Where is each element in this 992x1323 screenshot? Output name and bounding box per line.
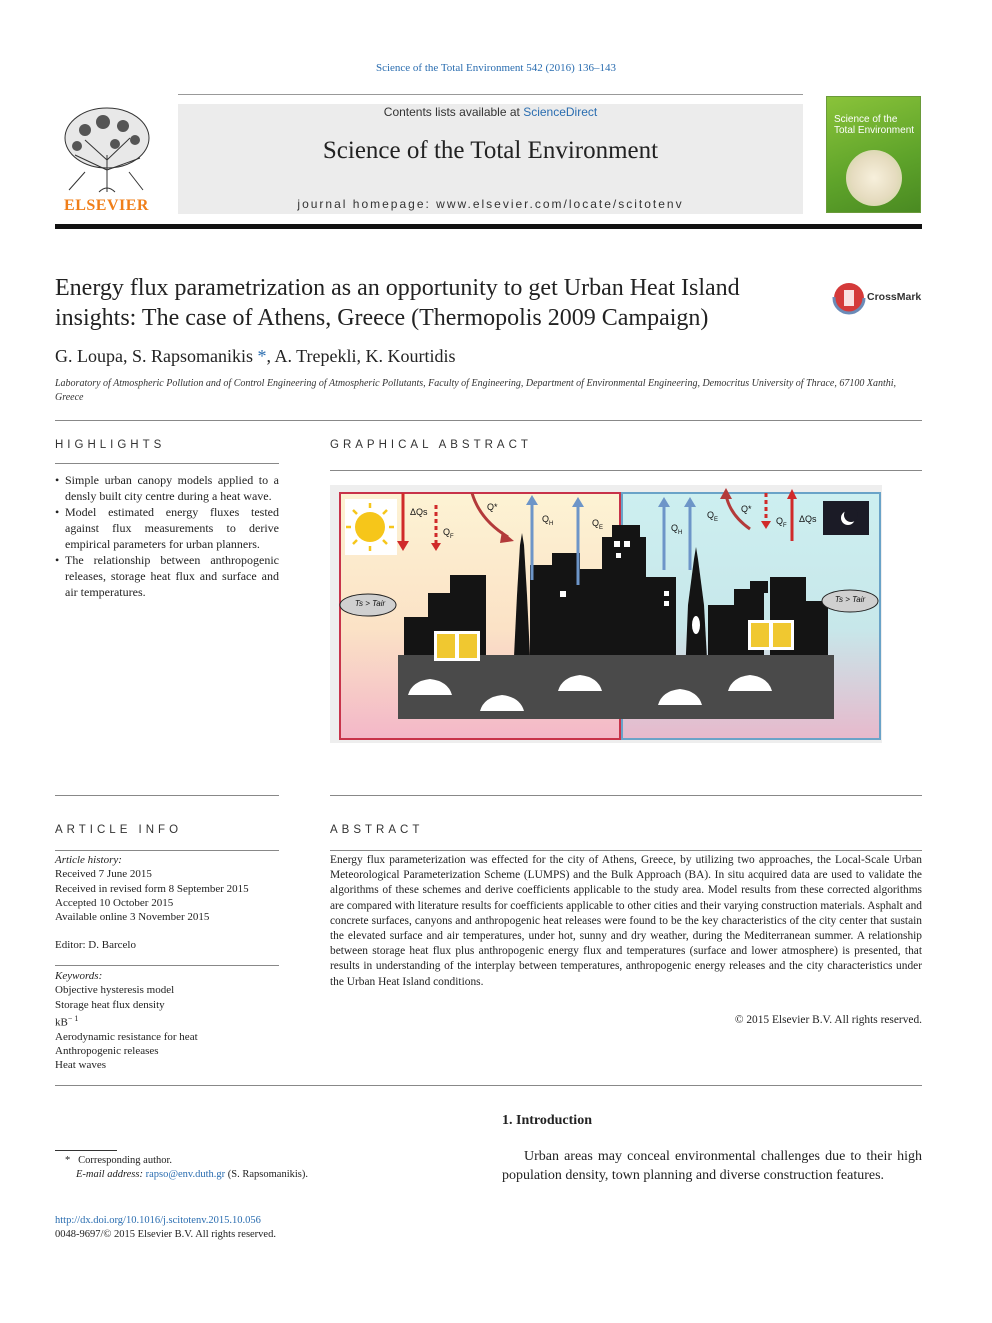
footnote-corresponding (55, 1154, 475, 1168)
ga-label-qe-sub: E (599, 524, 604, 531)
graphical-abstract-heading: GRAPHICAL ABSTRACT (330, 439, 532, 451)
keyword-item-kb (55, 1012, 279, 1030)
footnote-rule (55, 1150, 117, 1151)
ga-label-qf-night (776, 516, 787, 529)
ga-label-dqs-day: ΔQs (410, 507, 428, 517)
corresponding-label: Corresponding author. (78, 1155, 173, 1166)
abstract-text: Energy flux parameterization was effected for the city of Athens, Greece, by utilizing two approaches, the Local-Scale Urban Meteorological Parameterization Scheme (LUMPS) and the Bulk Approach (BA). In situ acquired data are used to validate the algorithms of these schemes and derive coefficients applicable to the study area. Model results from these corrected algorithms are compared with literature results for coefficients applicable to other cities and their varying construction materials. Asphalt and concrete surfaces, canyons and anthropogenic heat releases were found to be the key characteristics of the city center that sustain the elevated surface and air temperatures, under hot, sunny and dry weather, during the Mediterranean summer. A relationship between storage heat flux plus anthropogenic energy flux and temperatures (surface and lower atmosphere) is presented, that results in understanding of the interplay between temperatures, anthropogenic energy releases and the city characteristics under the Urban Heat Island conditions. (330, 854, 922, 988)
ga-label-qh: Q (542, 514, 550, 524)
sciencedirect-link[interactable]: ScienceDirect (523, 105, 598, 119)
affiliation: Laboratory of Atmospheric Pollution and of Control Engineering of Atmospheric Pollutants, Faculty of Engineering, Department of Environmental Engineering, Democritus University of Thrace, 67100 Xanthi, Greece (55, 378, 897, 403)
ga-label-qstar-night: Q* (741, 504, 752, 514)
ga-label-qe: Q (707, 510, 715, 520)
ga-label-qh-night (671, 523, 682, 536)
keywords-label: Keywords: (55, 970, 103, 982)
article-title: Energy flux parametrization as an opportunity to get Urban Heat Island insights: The case of Athens, Greece (Thermopolis 2009 Campaign) (55, 275, 740, 331)
abstract-heading: ABSTRACT (330, 824, 424, 836)
history-item: Received in revised form 8 September 2015 (55, 882, 249, 895)
keyword-item: Heat waves (55, 1059, 107, 1072)
history-item: Received 7 June 2015 (55, 868, 152, 881)
ga-bottom-rule (330, 795, 922, 796)
ga-label-qf: Q (776, 516, 784, 526)
article-info-heading: ARTICLE INFO (55, 824, 183, 836)
keyword-item: Storage heat flux density (55, 998, 165, 1011)
footnote-email (55, 1168, 475, 1182)
history-item: Available online 3 November 2015 (55, 911, 210, 924)
ga-label-qh-sub: H (678, 529, 683, 536)
abstract-bottom-rule (55, 1085, 922, 1086)
highlights-heading: HIGHLIGHTS (55, 439, 166, 451)
cover-flower-graphic (846, 150, 902, 206)
journal-title: Science of the Total Environment (322, 137, 659, 164)
footnote (55, 1154, 475, 1182)
author-list (55, 346, 456, 367)
keywords (55, 969, 279, 1073)
authors-first: G. Loupa, S. Rapsomanikis (55, 346, 258, 366)
introduction-heading: 1. Introduction (502, 1113, 592, 1128)
ga-label-qf-day (443, 527, 454, 540)
ga-label-qe-sub: E (714, 516, 719, 523)
keyword-kb-sup: − 1 (67, 1013, 79, 1023)
graphical-abstract-rule (330, 470, 922, 471)
ga-label-dqs-night: ΔQs (799, 514, 817, 524)
abstract-copyright: © 2015 Elsevier B.V. All rights reserved. (734, 1014, 922, 1026)
email-link[interactable]: rapso@env.duth.gr (145, 1169, 226, 1180)
ga-label-qf: Q (443, 527, 451, 537)
moon-icon (823, 501, 869, 535)
contents-prefix: Contents lists available at (383, 105, 524, 119)
ga-label-ts-day: Ts > Tair (354, 599, 386, 608)
keyword-kb: kB (55, 1016, 68, 1029)
ga-label-qe-night (707, 510, 718, 523)
footnote-star: * (65, 1155, 71, 1166)
editor: Editor: D. Barcelo (55, 939, 136, 952)
journal-homepage[interactable]: journal homepage: www.elsevier.com/locate/scitotenv (297, 197, 684, 211)
ga-label-qh-day (542, 514, 553, 527)
article-info-rule (55, 850, 279, 851)
issn-line: 0048-9697/© 2015 Elsevier B.V. All rights reserved. (55, 1229, 276, 1240)
ga-label-qf-sub: F (783, 522, 787, 529)
ga-label-qe: Q (592, 518, 600, 528)
highlight-item: • Simple urban canopy models applied to a densly built city centre during a heat wave. (55, 472, 279, 504)
journal-citation[interactable]: Science of the Total Environment 542 (2016) 136–143 (375, 62, 617, 74)
article-history (55, 853, 279, 953)
keywords-rule (55, 965, 279, 966)
doi-block (55, 1214, 475, 1242)
doi-link[interactable]: http://dx.doi.org/10.1016/j.scitotenv.2015.10.056 (55, 1215, 261, 1226)
cover-title: Science of the Total Environment (834, 114, 915, 136)
highlights-bottom-rule (55, 795, 279, 796)
corresponding-author-marker[interactable]: * (257, 346, 267, 366)
email-owner: (S. Rapsomanikis). (225, 1169, 309, 1180)
ga-label-ts-night: Ts > Tair (834, 595, 866, 604)
ga-label-qe-day (592, 518, 603, 531)
introduction-text: Urban areas may conceal environmental challenges due to their high population density, town planning and diverse construction features. (502, 1149, 922, 1183)
header-top-rule (178, 94, 803, 95)
highlights-list (55, 472, 279, 600)
ga-label-qf-sub: F (450, 533, 454, 540)
affiliation-rule (55, 420, 922, 421)
crossmark-label[interactable]: CrossMark (867, 291, 922, 303)
highlights-rule (55, 463, 279, 464)
header-thick-rule (55, 224, 922, 229)
email-label: E-mail address: (76, 1169, 146, 1180)
keyword-item: Anthropogenic releases (55, 1045, 159, 1058)
authors-rest: , A. Trepekli, K. Kourtidis (266, 346, 456, 366)
ga-label-qh-sub: H (549, 520, 554, 527)
keyword-item: Objective hysteresis model (55, 984, 175, 997)
history-label: Article history: (55, 854, 122, 866)
keyword-item: Aerodynamic resistance for heat (55, 1030, 198, 1043)
highlight-item: • Model estimated energy fluxes tested against flux measurements to derive empirical parameters for urban planners. (55, 504, 279, 552)
abstract-rule (330, 850, 922, 851)
publisher-name: ELSEVIER (64, 197, 149, 214)
sun-icon (345, 499, 397, 555)
contents-line (178, 105, 803, 119)
highlight-item: • The relationship between anthropogenic releases, storage heat flux and surface and air temperatures. (55, 552, 279, 600)
ga-label-qstar-day: Q* (487, 502, 498, 512)
ga-label-qh: Q (671, 523, 679, 533)
history-item: Accepted 10 October 2015 (55, 896, 174, 909)
